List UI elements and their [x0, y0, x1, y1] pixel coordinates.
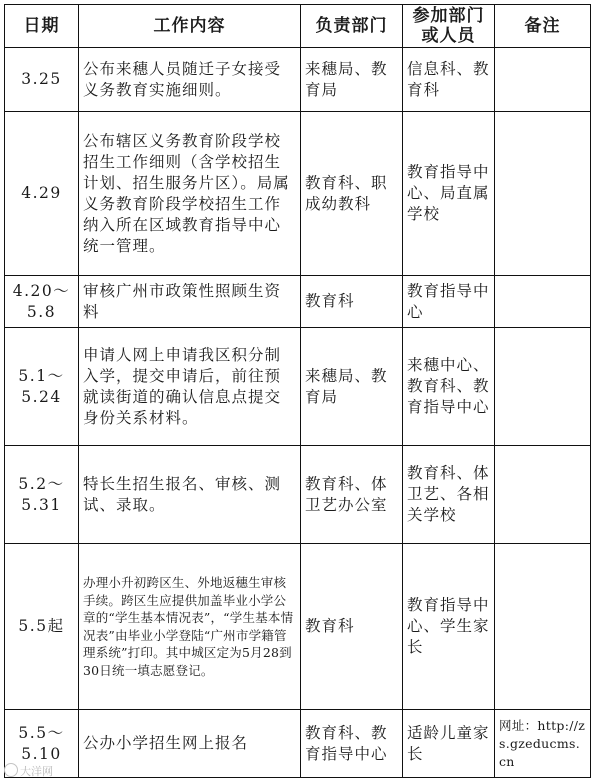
row-note: [495, 446, 591, 544]
table-row: [5, 276, 591, 328]
row-note: 网址：http://zs.gzeducms.cn: [495, 710, 591, 778]
row-date: 4.29: [5, 112, 79, 276]
table-header-row: [5, 5, 591, 48]
row-note: [495, 544, 591, 710]
row-content: 公布来穗人员随迁子女接受义务教育实施细则。: [79, 48, 301, 112]
row-date: 5.5～ 5.10: [5, 710, 79, 778]
table-row: [5, 328, 591, 446]
row-participants: 教育指导中心: [403, 276, 495, 328]
row-dept: 教育科、教育指导中心: [301, 710, 403, 778]
enrollment-schedule-table: [4, 4, 591, 778]
row-dept: 教育科: [301, 544, 403, 710]
table-row: [5, 112, 591, 276]
header-date: 日期: [5, 5, 79, 48]
row-participants: 教育指导中心、局直属学校: [403, 112, 495, 276]
row-dept: 来穗局、教育局: [301, 48, 403, 112]
row-dept: 教育科、体卫艺办公室: [301, 446, 403, 544]
row-date: 5.1～ 5.24: [5, 328, 79, 446]
table-row: [5, 710, 591, 778]
table-row: [5, 446, 591, 544]
watermark-logo-icon: [4, 763, 18, 777]
row-content: 申请人网上申请我区积分制入学，提交申请后，前往预就读街道的确认信息点提交身份关系材料。: [79, 328, 301, 446]
row-participants: 适龄儿童家长: [403, 710, 495, 778]
row-dept: 教育科: [301, 276, 403, 328]
row-date: 3.25: [5, 48, 79, 112]
header-note: 备注: [495, 5, 591, 48]
header-dept: 负责部门: [301, 5, 403, 48]
watermark-text: 大洋网: [20, 765, 53, 778]
row-content: 公办小学招生网上报名: [79, 710, 301, 778]
table-row: [5, 48, 591, 112]
row-participants: 教育指导中心、学生家长: [403, 544, 495, 710]
row-participants: 信息科、教育科: [403, 48, 495, 112]
row-note: [495, 112, 591, 276]
header-participants: 参加部门 或人员: [403, 5, 495, 48]
row-dept: 来穗局、教育局: [301, 328, 403, 446]
row-date: 5.5起: [5, 544, 79, 710]
row-note: [495, 48, 591, 112]
row-note: [495, 328, 591, 446]
row-participants: 教育科、体卫艺、各相关学校: [403, 446, 495, 544]
row-dept: 教育科、职成幼教科: [301, 112, 403, 276]
table-row: [5, 544, 591, 710]
row-content: 审核广州市政策性照顾生资料: [79, 276, 301, 328]
row-date: 5.2～ 5.31: [5, 446, 79, 544]
row-content: 办理小升初跨区生、外地返穗生审核手续。跨区生应提供加盖毕业小学公章的“学生基本情况表”，“学生基本情况表”由毕业小学登陆“广州市学籍管理系统”打印。其中城区定为5月28到30日统一填志愿登记。: [79, 544, 301, 710]
watermark: [4, 763, 53, 779]
row-participants: 来穗中心、教育科、教育指导中心: [403, 328, 495, 446]
row-content: 特长生招生报名、审核、测试、录取。: [79, 446, 301, 544]
header-content: 工作内容: [79, 5, 301, 48]
row-content: 公布辖区义务教育阶段学校招生工作细则（含学校招生计划、招生服务片区）。局属义务教育阶段学校招生工作纳入所在区域教育指导中心统一管理。: [79, 112, 301, 276]
row-note: [495, 276, 591, 328]
row-date: 4.20～ 5.8: [5, 276, 79, 328]
